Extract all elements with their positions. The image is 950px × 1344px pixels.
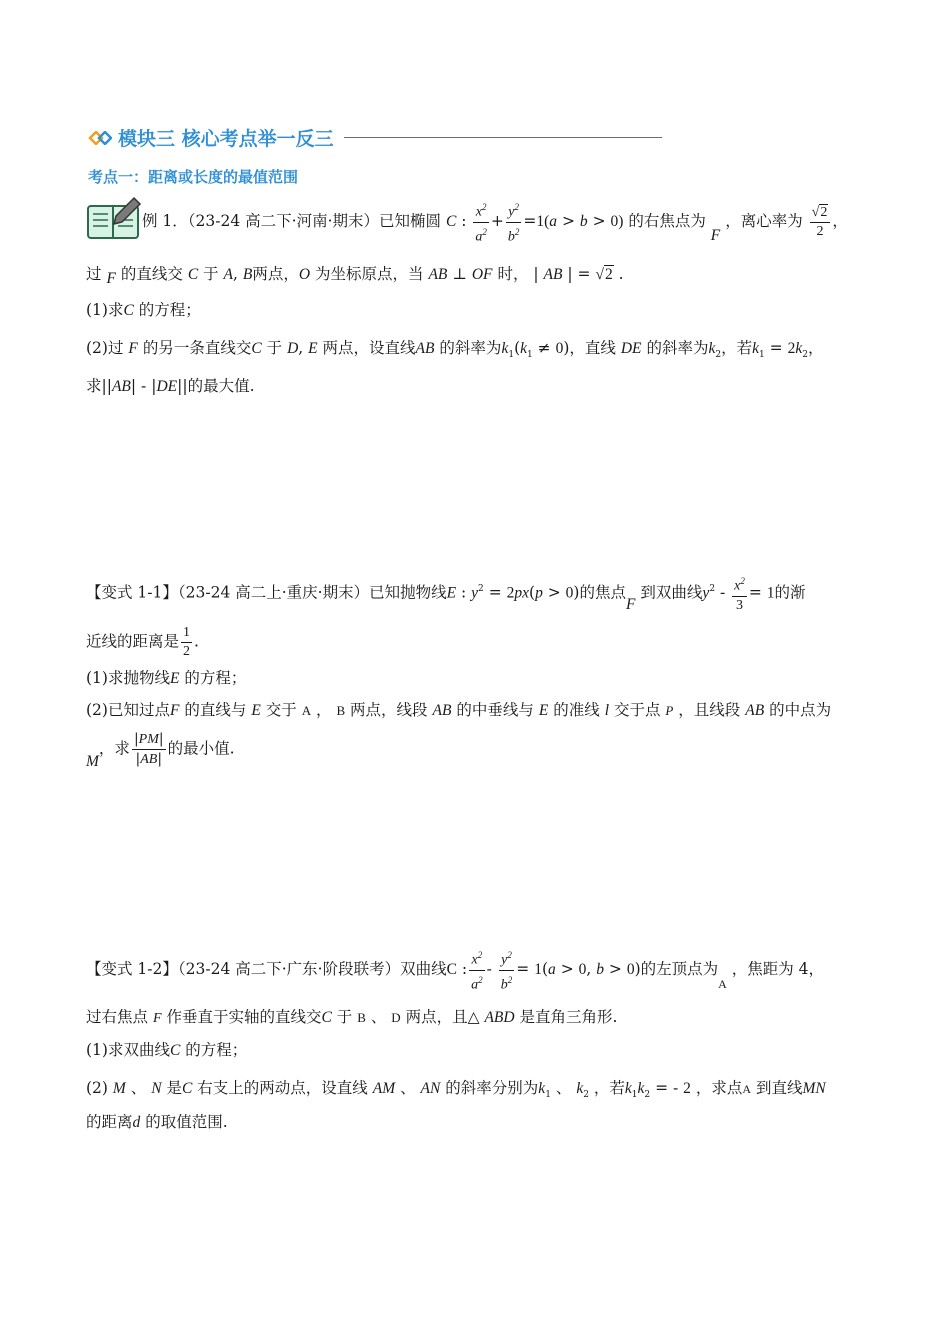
- ex1-q2f: ，直线: [569, 339, 616, 357]
- frac-x2-a2: $\frac{x^2}{a^2}$: [473, 198, 489, 246]
- v11-q2h: ，且线段: [678, 701, 741, 719]
- v12-q2j: 到直线: [755, 1079, 803, 1097]
- v12-q2g: 、: [555, 1079, 572, 1097]
- v11-q2d: 两点，线段: [350, 701, 428, 719]
- section-heading: [88, 124, 662, 151]
- v12-q2: (2) M 、 N 是C 右支上的两动点，设直线 AM 、 AN 的斜率分别为$k_1$ 、 $k_2$ ，若$k_1k_2$ = - 2 ，求点A 到直线MN: [86, 1079, 826, 1101]
- frac-x2-3: $\frac{x^2}{3}$: [732, 572, 747, 615]
- v11-q2g: 交于点: [613, 701, 661, 719]
- v11-line1: 【变式 1-1】（23-24 高二上·重庆·期末）已知抛物线E : $y^2 = 2px(p > 0)$的焦点F 到双曲线$y^2$ - $\frac{x^2}{3}$ = 1的渐: [86, 572, 806, 615]
- ex1-q3b: 的最大值.: [187, 377, 255, 395]
- v11-q2b: 的直线与: [184, 701, 247, 719]
- v11-q2e: 的中垂线与: [456, 701, 534, 719]
- ex1-q1b: 的方程；: [138, 301, 201, 319]
- v11-label: 【变式 1-1】: [86, 583, 178, 602]
- v11-q2f: 的准线: [553, 701, 600, 719]
- frac-sqrt2-2: $\frac{√2}{2}$: [810, 203, 831, 241]
- v12-l2f: 是直角三角形.: [519, 1008, 618, 1026]
- ex1-q2: (2)过 F 的另一条直线交C 于 D, E 两点，设直线AB 的斜率为$k_1(k_1 \ne 0)$，直线 DE 的斜率为$k_2$，若$k_1 = 2k_2$，: [86, 339, 824, 361]
- v11-q2a: (2)已知过点: [86, 701, 170, 719]
- v11-q2i: 的中点为: [769, 701, 832, 719]
- frac-y2-b2: $\frac{y^2}{b^2}$: [506, 198, 522, 246]
- v12-q2b: 、: [130, 1079, 147, 1097]
- ex1-line2: 过 F 的直线交 C 于 A, B两点，O 为坐标原点，当 AB ⊥ OF 时， | AB | = √2 .: [86, 265, 624, 287]
- v12-l2d: 、: [370, 1008, 387, 1026]
- v12-l2b: 作垂直于实轴的直线交: [166, 1008, 322, 1026]
- v11-q1a: (1)求抛物线: [86, 669, 170, 687]
- v11-q3b: 的最小值.: [167, 739, 235, 758]
- v11-q1b: 的方程；: [184, 669, 247, 687]
- v12-q1a: (1)求双曲线: [86, 1041, 170, 1059]
- ex1-t1: 的右焦点为: [628, 212, 706, 231]
- frac-y2-b2-hyp: $\frac{y^2}{b^2}$: [499, 946, 515, 994]
- v12-q2f: 的斜率分别为: [445, 1079, 539, 1097]
- v11-q2: (2)已知过点F 的直线与 E 交于 A ， B 两点，线段 AB 的中垂线与 E 的准线 l 交于点 P ，且线段 AB 的中点为: [86, 701, 832, 719]
- ex1-l2d: 两点，: [252, 265, 299, 283]
- ex1-l2c: 于: [203, 265, 219, 283]
- ex1-q1: (1)求C 的方程；: [86, 301, 201, 319]
- ex1-l2a: 过: [86, 265, 102, 283]
- v11-t1: 的焦点: [579, 583, 626, 602]
- ex1-q3a: 求: [86, 377, 102, 395]
- ex1-line1: 例 1．（23-24 高二下·河南·期末）已知椭圆 C : $\frac{x^2}{a^2}$ + $\frac{y^2}{b^2}$ =1(a > b > 0) 的右焦点为 F ，离心率为 $\frac{√2}{2}$ ，: [142, 198, 848, 246]
- section-title: 模块三 核心考点举一反三: [118, 128, 334, 150]
- v11-q2c: 交于: [265, 701, 297, 719]
- v12-q3: 的距离d 的取值范围.: [86, 1113, 228, 1131]
- v11-source: （23-24 高二上·重庆·期末）已知抛物线: [177, 583, 447, 602]
- v12-l2a: 过右焦点: [86, 1008, 149, 1026]
- v12-q2e: 、: [400, 1079, 416, 1097]
- v11-q1: (1)求抛物线E 的方程；: [86, 669, 247, 687]
- ex1-q3: 求||AB| - |DE||的最大值.: [86, 377, 255, 395]
- ex1-q2e: 的斜率为: [439, 339, 502, 357]
- frac-pm-ab: $\frac{|PM|}{|AB|}$: [133, 731, 164, 767]
- ex1-source: （23-24 高二下·河南·期末）已知椭圆: [187, 212, 442, 231]
- ex1-q2c: 于: [266, 339, 283, 357]
- v11-t2: 到双曲线: [640, 583, 703, 602]
- ex1-q2d: 两点，设直线: [322, 339, 416, 357]
- v12-q1b: 的方程；: [185, 1041, 248, 1059]
- v11-q3a: ，求: [98, 739, 130, 758]
- kaodian-title: 考点一：距离或长度的最值范围: [88, 168, 299, 186]
- ex1-l2e: 为坐标原点，当: [315, 265, 424, 283]
- ex1-q2h: ，若: [721, 339, 753, 357]
- ex1-l2b: 的直线交: [120, 265, 183, 283]
- ex1-l2f: 时，: [497, 265, 529, 283]
- v11-line2: 近线的距离是 $\frac{1}{2}$ .: [86, 625, 199, 659]
- double-chevron-icon: [88, 131, 112, 145]
- v12-label: 【变式 1-2】: [86, 960, 178, 979]
- ex1-label: 例 1．: [142, 212, 188, 231]
- frac-x2-a2-hyp: $\frac{x^2}{a^2}$: [469, 946, 485, 994]
- v11-q3: M，求 $\frac{|PM|}{|AB|}$ 的最小值.: [86, 731, 235, 770]
- v12-q3b: 的取值范围.: [145, 1113, 228, 1131]
- ex1-q2b: 的另一条直线交: [142, 339, 252, 357]
- ex1-q1a: (1)求: [86, 301, 124, 319]
- v12-q2c: 是: [166, 1079, 183, 1097]
- v12-line2: 过右焦点 F 作垂直于实轴的直线交C 于 B 、 D 两点，且△ ABD 是直角三角形.: [86, 1008, 618, 1026]
- v11-l2: 近线的距离是: [86, 632, 180, 651]
- frac-1-2: $\frac{1}{2}$: [183, 625, 191, 659]
- v12-t2: ，焦距为 4，: [731, 960, 825, 979]
- v12-q3a: 的距离: [86, 1113, 133, 1131]
- ex1-q2g: 的斜率为: [646, 339, 709, 357]
- v12-q1: (1)求双曲线C 的方程；: [86, 1041, 248, 1059]
- v12-q2h: ，若: [593, 1079, 625, 1097]
- book-pencil-icon: [86, 196, 142, 242]
- v12-q2a: (2): [86, 1079, 108, 1097]
- v12-q2i: ，求点: [695, 1079, 743, 1097]
- v11-t3: 的渐: [774, 583, 806, 602]
- ex1-t2: ，离心率为: [725, 212, 803, 231]
- heading-rule: [344, 137, 662, 138]
- v12-q2d: 右支上的两动点，设直线: [197, 1079, 368, 1097]
- ex1-q2a: (2)过: [86, 339, 124, 357]
- v12-line1: 【变式 1-2】（23-24 高二下·广东·阶段联考）双曲线C : $\frac{x^2}{a^2}$ - $\frac{y^2}{b^2}$ = 1(a > 0, b > 0)的左顶点为$_A$ ，焦距为 4，: [86, 946, 824, 994]
- v12-l2c: 于: [336, 1008, 353, 1026]
- v12-l2e: 两点，且△: [405, 1008, 480, 1026]
- v12-source: （23-24 高二下·广东·阶段联考）双曲线: [177, 960, 447, 979]
- v12-t1: 的左顶点为: [640, 960, 719, 979]
